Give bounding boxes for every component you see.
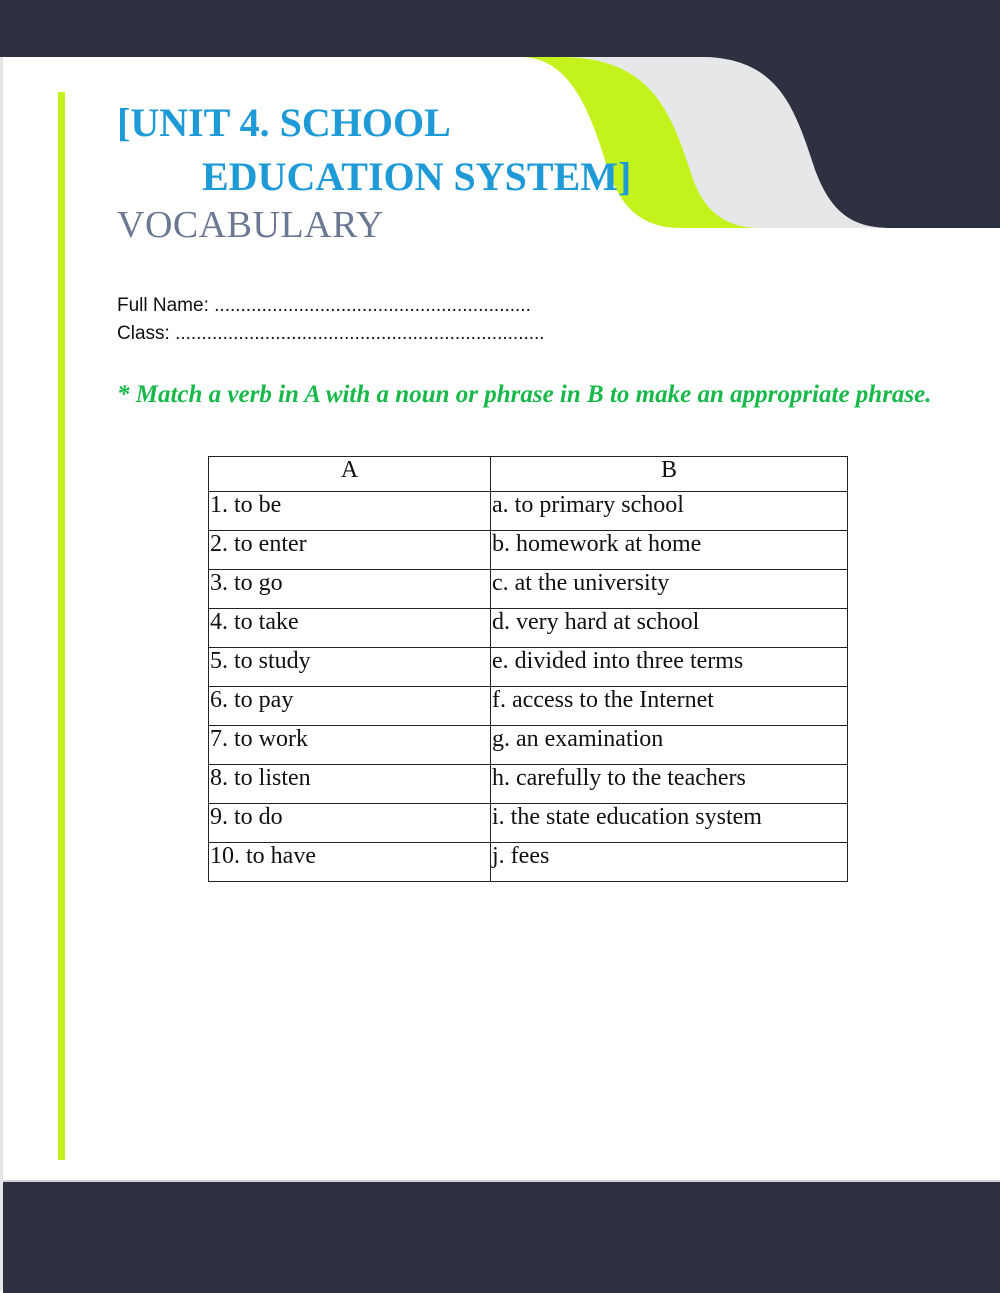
column-a-header: A	[209, 457, 491, 492]
cell-b: j. fees	[491, 843, 848, 882]
table-row	[209, 843, 848, 882]
cell-b: i. the state education system	[491, 804, 848, 843]
cell-a: 3. to go	[209, 570, 491, 609]
matching-table	[208, 456, 848, 882]
cell-a: 9. to do	[209, 804, 491, 843]
cell-b: f. access to the Internet	[491, 687, 848, 726]
title-line-1: [UNIT 4. SCHOOL	[117, 100, 451, 145]
table-row	[209, 726, 848, 765]
left-accent-bar	[58, 92, 65, 1160]
cell-a: 8. to listen	[209, 765, 491, 804]
table-row	[209, 531, 848, 570]
cell-a: 10. to have	[209, 843, 491, 882]
page-title	[117, 96, 631, 204]
cell-b: d. very hard at school	[491, 609, 848, 648]
table-row	[209, 687, 848, 726]
cell-a: 2. to enter	[209, 531, 491, 570]
cell-a: 7. to work	[209, 726, 491, 765]
cell-b: a. to primary school	[491, 492, 848, 531]
cell-b: e. divided into three terms	[491, 648, 848, 687]
table-row	[209, 765, 848, 804]
class-field[interactable]: Class: ......................................................................	[117, 323, 545, 344]
cell-a: 4. to take	[209, 609, 491, 648]
cell-b: c. at the university	[491, 570, 848, 609]
page-subtitle: VOCABULARY	[117, 204, 384, 246]
instruction-text: * Match a verb in A with a noun or phrase in B to make an appropriate phrase.	[117, 381, 932, 408]
cell-b: b. homework at home	[491, 531, 848, 570]
cell-b: g. an examination	[491, 726, 848, 765]
cell-a: 1. to be	[209, 492, 491, 531]
cell-b: h. carefully to the teachers	[491, 765, 848, 804]
table-header-row	[209, 457, 848, 492]
table-row	[209, 648, 848, 687]
table-row	[209, 609, 848, 648]
table-row	[209, 570, 848, 609]
footer-band	[3, 1180, 1000, 1293]
column-b-header: B	[491, 457, 848, 492]
table-row	[209, 492, 848, 531]
cell-a: 5. to study	[209, 648, 491, 687]
title-line-2: EDUCATION SYSTEM]	[202, 154, 632, 199]
full-name-field[interactable]: Full Name: ............................................................	[117, 295, 531, 316]
table-row	[209, 804, 848, 843]
cell-a: 6. to pay	[209, 687, 491, 726]
